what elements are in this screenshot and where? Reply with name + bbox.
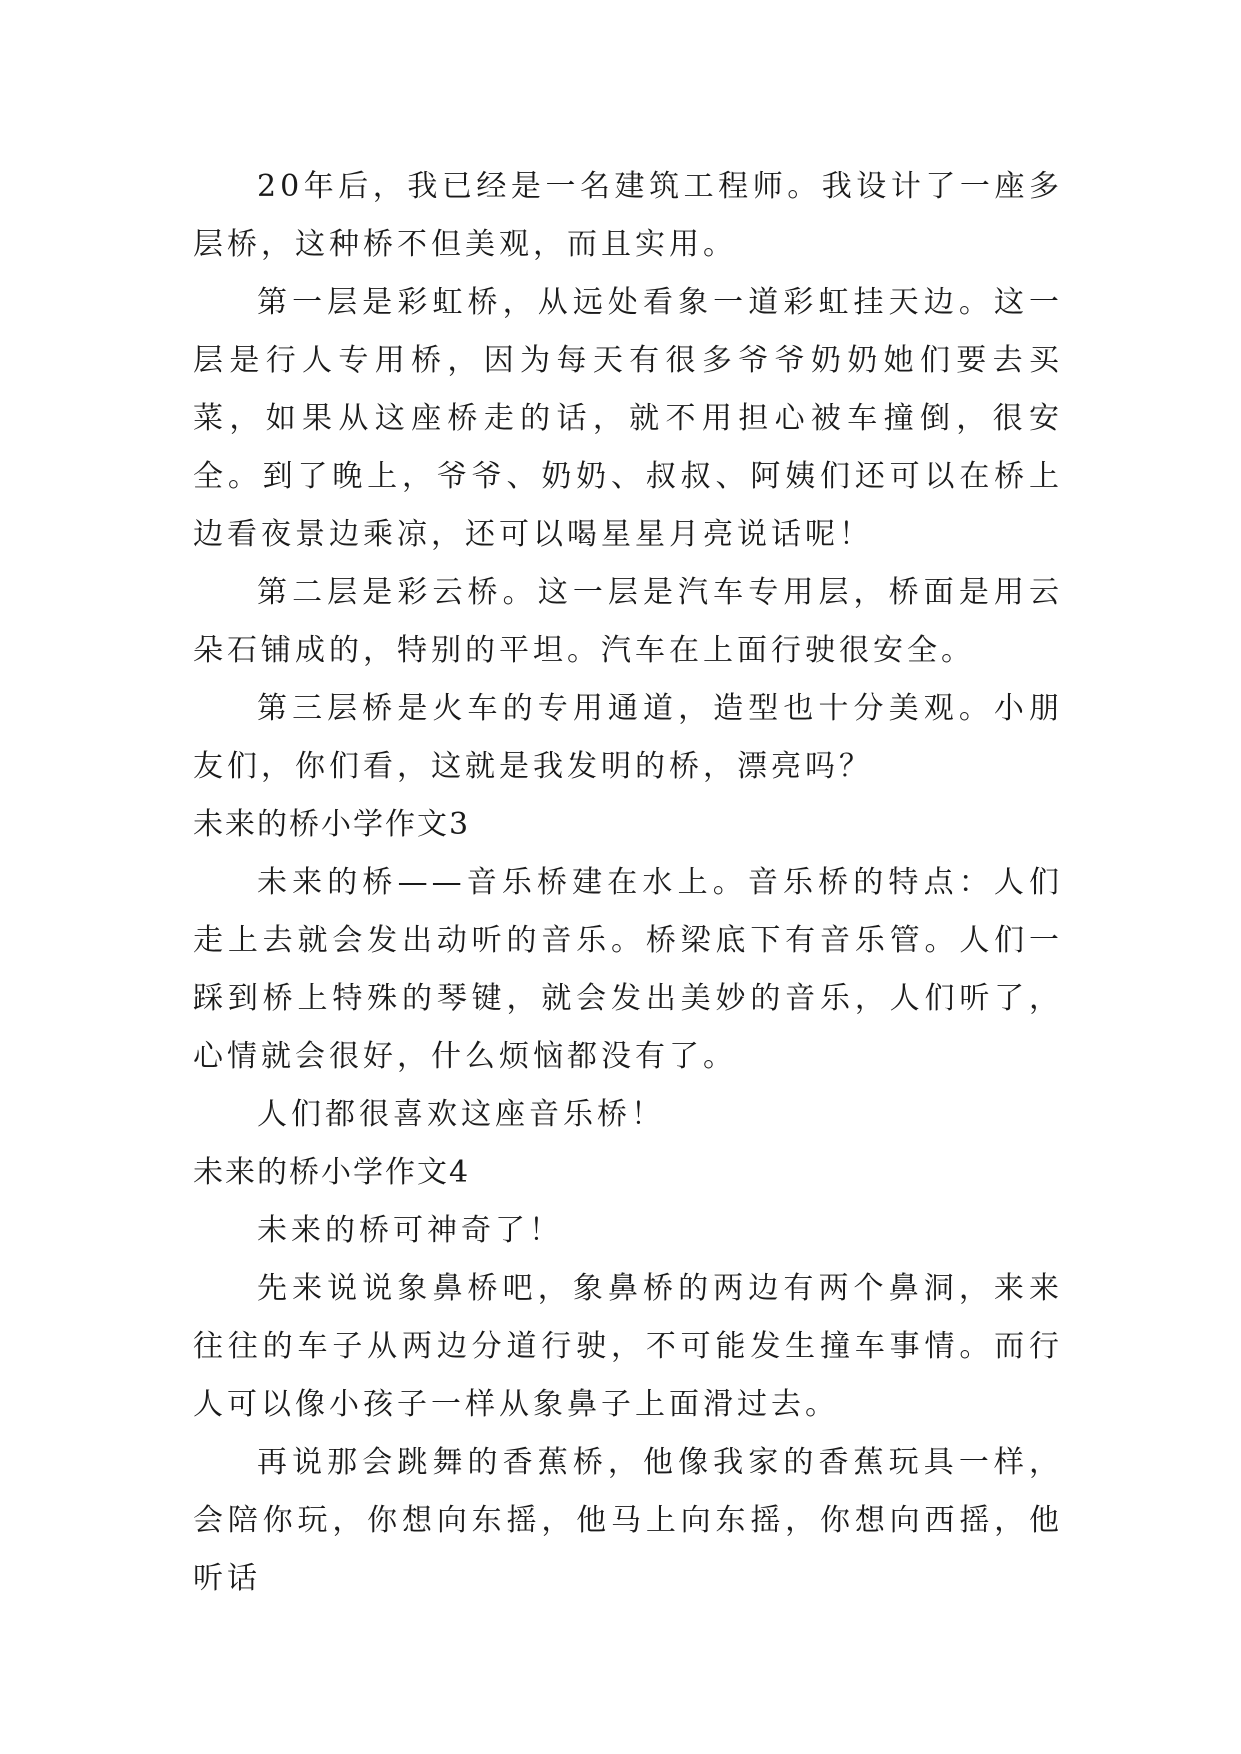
paragraph-banana-bridge: 再说那会跳舞的香蕉桥，他像我家的香蕉玩具一样，会陪你玩，你想向东摇，他马上向东摇，你想向西摇，他听话: [193, 1445, 1063, 1596]
paragraph-rainbow-bridge: 第一层是彩虹桥，从远处看象一道彩虹挂天边。这一层是行人专用桥，因为每天有很多爷爷奶奶她们要去买菜，如果从这座桥走的话，就不用担心被车撞倒，很安全。到了晚上，爷爷、奶奶、叔叔、阿姨们还可以在桥上边看夜景边乘凉，还可以喝星星月亮说话呢！: [193, 285, 1063, 552]
paragraph-bridge-intro: 20年后，我已经是一名建筑工程师。我设计了一座多层桥，这种桥不但美观，而且实用。: [193, 169, 1063, 262]
paragraph-train-bridge: 第三层桥是火车的专用通道，造型也十分美观。小朋友们，你们看，这就是我发明的桥，漂亮吗？: [193, 691, 1063, 784]
document-body: [193, 158, 1063, 1608]
paragraph-music-bridge: 未来的桥——音乐桥建在水上。音乐桥的特点：人们走上去就会发出动听的音乐。桥梁底下有音乐管。人们一踩到桥上特殊的琴键，就会发出美妙的音乐，人们听了，心情就会很好，什么烦恼都没有了。: [193, 865, 1063, 1074]
essay-heading-3: 未来的桥小学作文3: [193, 807, 471, 842]
essay-heading-4: 未来的桥小学作文4: [193, 1155, 471, 1190]
paragraph-cloud-bridge: 第二层是彩云桥。这一层是汽车专用层，桥面是用云朵石铺成的，特别的平坦。汽车在上面行驶很安全。: [193, 575, 1063, 668]
paragraph-music-bridge-love: 人们都很喜欢这座音乐桥！: [257, 1097, 665, 1132]
paragraph-magic-bridge: 未来的桥可神奇了！: [257, 1213, 563, 1248]
paragraph-elephant-bridge: 先来说说象鼻桥吧，象鼻桥的两边有两个鼻洞，来来往往的车子从两边分道行驶，不可能发生撞车事情。而行人可以像小孩子一样从象鼻子上面滑过去。: [193, 1271, 1063, 1422]
